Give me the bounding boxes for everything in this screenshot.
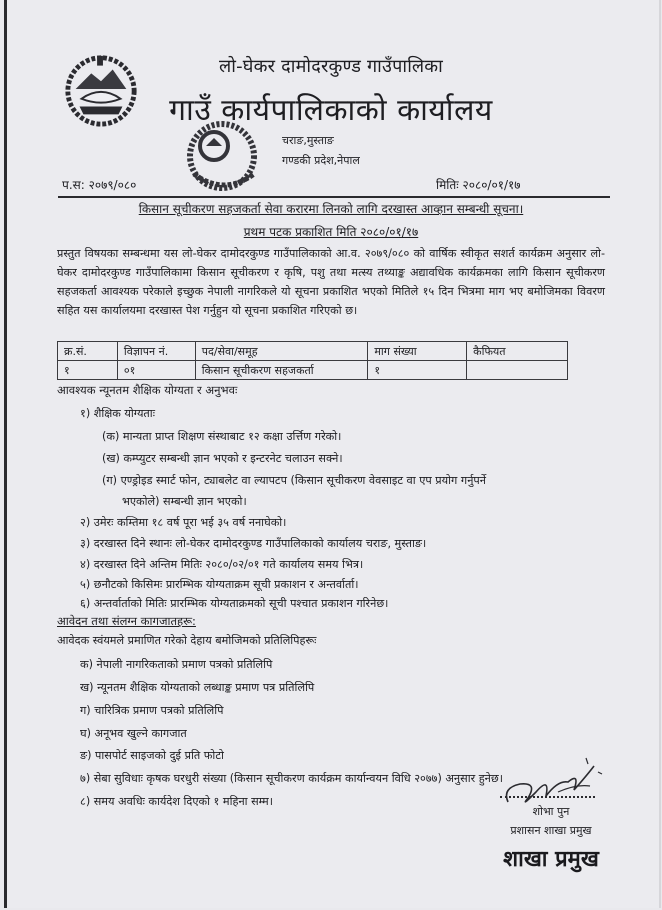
cell-remarks [467, 361, 568, 380]
attachment-item: घ) अनूभव खुल्ने कागजात [80, 727, 187, 740]
education-item: (ग) एण्ड्रोइड स्मार्ट फोन, ट्याबलेट वा ल्यापटप (किसान सूचीकरण वेवसाइट वा एप प्रयोग गर्नुपर्ने [102, 474, 486, 487]
address-line-2: गण्डकी प्रदेश,नेपाल [282, 154, 360, 167]
service-period: ८) समय अवधिः कार्यदेश दिएको १ महिना सम्म। [80, 795, 273, 808]
cell-post: किसान सूचीकरण सहजकर्ता [195, 361, 368, 380]
notice-date: मितिः २०८०/०१/१७ [436, 178, 521, 192]
handwritten-signature-icon [498, 752, 608, 812]
header-divider [58, 196, 610, 198]
education-item: (क) मान्यता प्राप्त शिक्षण संस्थाबाट १२ कक्षा उर्त्तिण गरेको। [102, 430, 342, 443]
notice-body: प्रस्तुत विषयका सम्बन्धमा यस लो-घेकर दामोदरकुण्ड गाउँपालिकाको आ.व. २०७९/०८० को वार्षिक स्वीकृत सशर्त कार्यक्रम अनुसार लो-घेकर दामोदरकुण्ड गाउँपालिकामा किसान सूचीकरण र कृषि, पशु तथा मत्स्य तथ्याङ्क अद्यावधिक कार्यक्रमका लागि किसान सूचीकरण सहजकर्ता आवश्यक परेकाले इच्छुक नेपाली नागरिकले यो सूचना प्रकाशित भएको मितिले १५ दिन भित्रमा माग भए बमोजिमका विवरण सहित यस कार्यालयमा दरखास्त पेश गर्नुहुन यो सूचना प्रकाशित गरिएको छ। [57, 247, 605, 317]
requirement-item: २) उमेरः कम्तिमा १८ वर्ष पूरा भई ३५ वर्ष ननाघेको। [80, 516, 287, 529]
published-date: प्रथम पटक प्रकाशित मिति २०८०/०१/१७ [243, 225, 419, 239]
office-stamp-icon [184, 118, 268, 200]
vacancy-table [57, 341, 568, 380]
service-benefit: ७) सेबा सुविधाः कृषक घरधुरी संख्या (किसान सूचीकरण कार्यक्रम कार्यान्वयन विधि २०७७) अनुसार हुनेछ। [80, 772, 503, 785]
table-header-row [58, 342, 568, 361]
cell-ad-no: ०१ [117, 361, 195, 380]
requirement-item: ६) अन्तर्वार्ताको मितिः प्रारम्भिक योग्यताक्रमको सूची पश्चात प्रकाशन गरिनेछ। [80, 597, 389, 610]
col-header-ad-no: विज्ञापन नं. [117, 342, 195, 361]
requirement-item: ५) छनौटको किसिमः प्रारम्भिक योग्यताक्रम सूची प्रकाशन र अन्तर्वार्ता। [80, 578, 359, 591]
requirement-item: ४) दरखास्त दिने अन्तिम मितिः २०८०/०२/०१ गते कार्यालय समय भित्र। [80, 558, 364, 571]
signer-name: शोभा पुन [532, 805, 570, 818]
education-item: (ख) कम्प्युटर सम्बन्धी ज्ञान भएको र इन्टरनेट चलाउन सक्ने। [102, 452, 343, 465]
attachments-intro: आवेदक स्वंयमले प्रमाणित गरेको देहाय बमोजिमको प्रतिलिपिहरूः [57, 634, 317, 647]
attachment-item: ग) चारित्रिक प्रमाण पत्रको प्रतिलिपि [80, 704, 224, 717]
cell-serial: १ [58, 361, 118, 380]
requirements-heading: आवश्यक न्यूनतम शैक्षिक योग्यता र अनुभवः [57, 383, 238, 397]
signature-line [500, 796, 595, 798]
municipality-name: लो-घेकर दामोदरकुण्ड गाउँपालिका [219, 56, 443, 77]
address-line-1: चराङ,मुस्ताङ [282, 134, 334, 147]
col-header-remarks: कैफियत [467, 342, 568, 361]
attachment-item: क) नेपाली नागरिकताको प्रमाण पत्रको प्रतिलिपि [80, 658, 273, 671]
reference-number: प.स: २०७९/०८० [62, 178, 137, 192]
branch-chief-seal: शाखा प्रमुख [503, 847, 599, 872]
office-title: गाउँ कार्यपालिकाको कार्यालय [169, 93, 493, 128]
attachments-heading: आवेदन तथा संलग्न कागजातहरू: [57, 614, 196, 628]
col-header-post: पद/सेवा/समूह [195, 342, 368, 361]
education-item-continued: भएकोले) सम्बन्धी ज्ञान भएको। [122, 495, 247, 508]
attachment-item: ख) न्यूनतम शैक्षिक योग्यताको लब्धाङ्क प्रमाण पत्र प्रतिलिपि [80, 681, 315, 694]
col-header-serial: क्र.सं. [58, 342, 118, 361]
table-row [58, 361, 568, 380]
signer-designation: प्रशासन शाखा प्रमुख [510, 824, 592, 837]
requirement-item: ३) दरखास्त दिने स्थानः लो-घेकर दामोदरकुण्ड गाउँपालिकाको कार्यालय चराङ, मुस्ताङ। [80, 537, 427, 550]
notice-title: किसान सूचीकरण सहजकर्ता सेवा करारमा लिनको लागि दरखास्त आव्हान सम्बन्धी सूचना। [138, 202, 524, 216]
requirement-item: १) शैक्षिक योग्यताः [80, 407, 155, 420]
col-header-demand: माग संख्या [368, 342, 467, 361]
cell-demand: १ [368, 361, 467, 380]
attachment-item: ङ) पासपोर्ट साइजको दुई प्रति फोटो [80, 749, 224, 762]
